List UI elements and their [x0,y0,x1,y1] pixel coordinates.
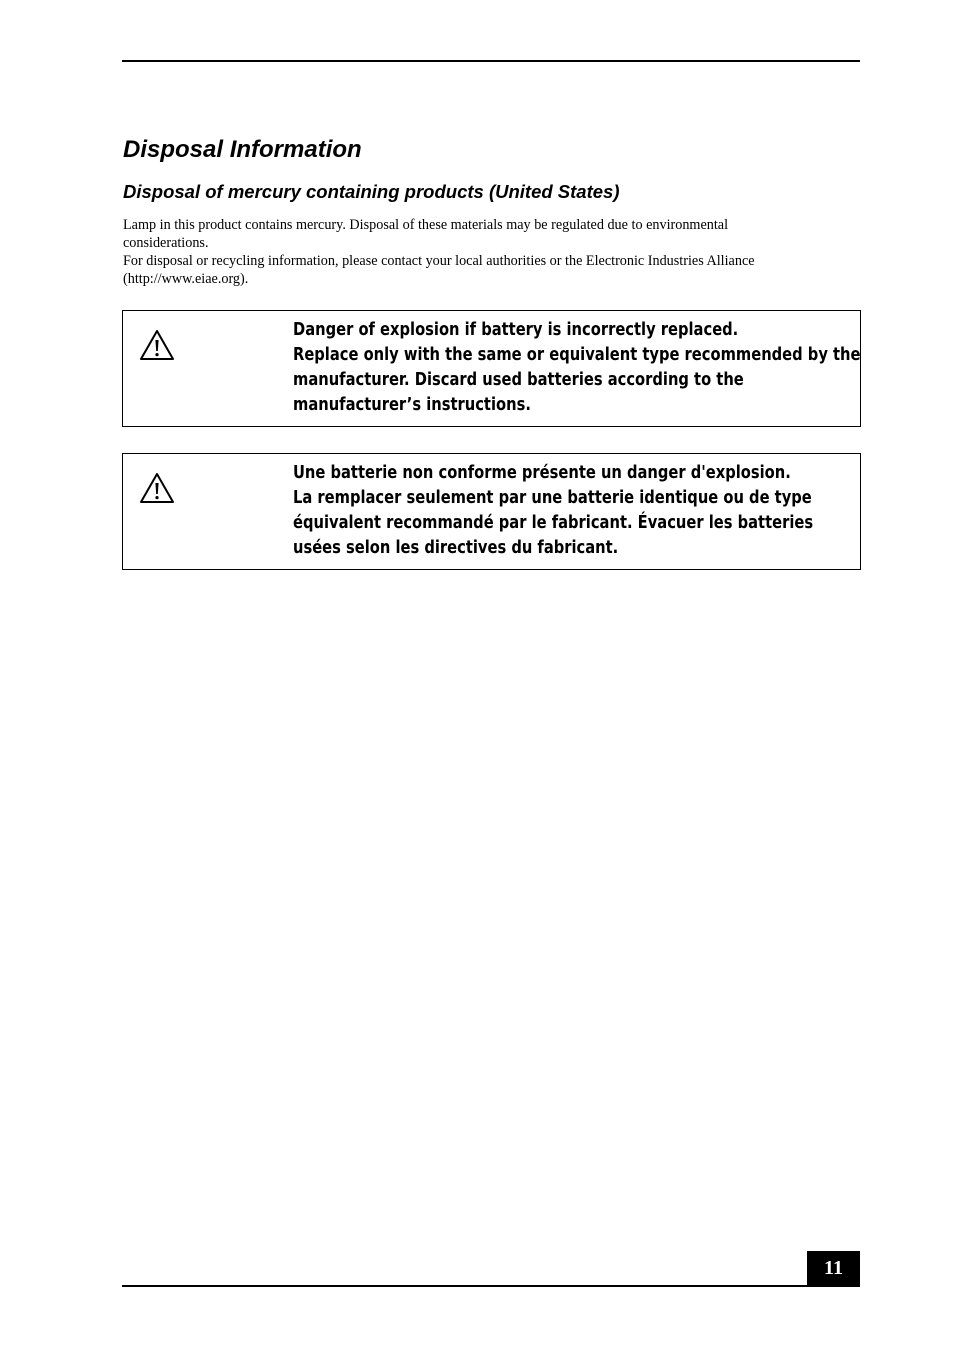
warning-line: Danger of explosion if battery is incorrectly replaced. [293,320,739,340]
section-subtitle: Disposal of mercury containing products (United States) [123,181,620,202]
english-warning-text [293,318,861,418]
warning-triangle-icon [139,329,175,361]
warning-line: équivalent recommandé par le fabricant. Évacuer les batteries [293,513,814,533]
warning-line: manufacturer. Discard used batteries according to the [293,370,744,390]
page-title: Disposal Information [123,136,362,163]
header-rule [122,60,860,62]
french-battery-warning-box [122,453,861,570]
warning-line: Une batterie non conforme présente un danger d'explosion. [293,463,791,483]
warning-line: usées selon les directives du fabricant. [293,538,619,558]
warning-line: manufacturer’s instructions. [293,395,531,415]
warning-line: Replace only with the same or equivalent type recommended by the [293,345,861,365]
english-battery-warning-box [122,310,861,427]
body-line: (http://www.eiae.org). [123,271,249,287]
warning-triangle-icon [139,472,175,504]
french-warning-text [293,461,814,561]
page-number: 11 [807,1251,860,1287]
warning-line: La remplacer seulement par une batterie identique ou de type [293,488,812,508]
body-line: Lamp in this product contains mercury. Disposal of these materials may be regulated due to environmental [123,217,729,233]
body-line: considerations. [123,235,209,251]
body-paragraph [123,216,843,288]
body-line: For disposal or recycling information, please contact your local authorities or the Electronic Industries Alliance [123,253,755,269]
footer-rule [122,1285,860,1287]
